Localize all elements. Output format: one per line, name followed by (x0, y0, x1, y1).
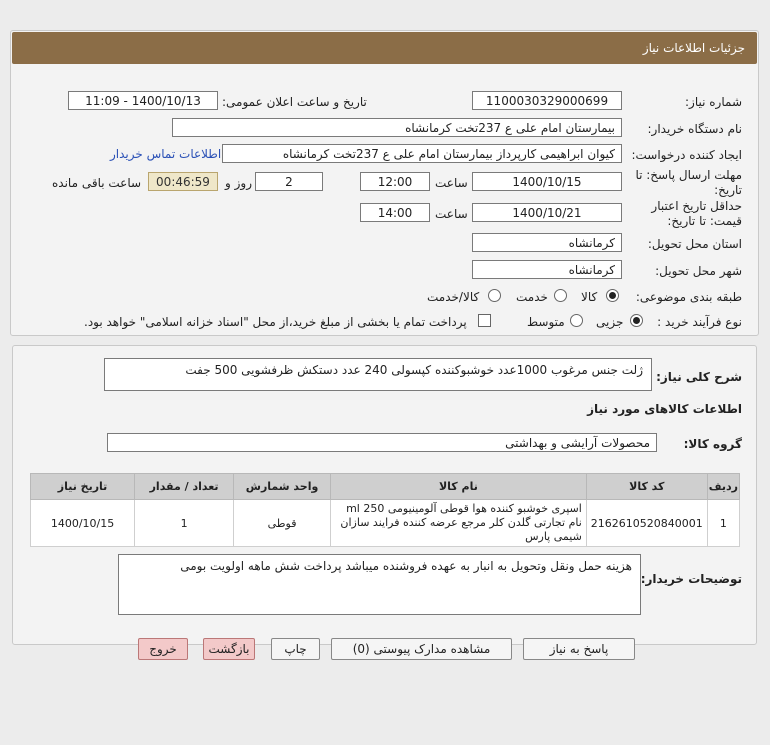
purchase-type-option-minor: جزیی (596, 315, 624, 329)
category-radio-goods-service[interactable] (488, 289, 501, 302)
cell-row: 1 (707, 500, 739, 547)
col-need-date: تاریخ نیاز (31, 474, 135, 500)
category-option-service: خدمت (516, 290, 548, 304)
delivery-city-label: شهر محل تحویل: (655, 264, 742, 278)
delivery-province-field: کرمانشاه (472, 233, 622, 252)
delivery-city-field: کرمانشاه (472, 260, 622, 279)
exit-button[interactable]: خروج (138, 638, 188, 660)
need-number-label: شماره نیاز: (685, 95, 742, 109)
page-title: جزئیات اطلاعات نیاز (642, 41, 745, 55)
purchase-type-label: نوع فرآیند خرید : (657, 315, 742, 329)
table-header-row (31, 474, 740, 500)
col-name: نام کالا (331, 474, 587, 500)
category-option-goods: کالا (581, 290, 598, 304)
requester-label: ایجاد کننده درخواست: (631, 148, 742, 162)
treasury-bonds-checkbox[interactable] (478, 314, 491, 327)
buyer-org-label: نام دستگاه خریدار: (647, 122, 742, 136)
category-radio-service[interactable] (554, 289, 567, 302)
price-validity-date-field: 1400/10/21 (472, 203, 622, 222)
back-button[interactable]: بازگشت (203, 638, 255, 660)
category-label: طبقه بندی موضوعی: (635, 290, 742, 304)
remaining-time-label: ساعت باقی مانده (52, 176, 142, 190)
buyer-notes-field: هزینه حمل ونقل وتحویل به انبار به عهده فروشنده میباشد پرداخت شش ماهه اولویت بومی (118, 554, 641, 615)
buyer-notes-label: توضیحات خریدار: (640, 572, 742, 586)
col-row: ردیف (707, 474, 739, 500)
reply-deadline-date-field: 1400/10/15 (472, 172, 622, 191)
remaining-time-field: 00:46:59 (148, 172, 218, 191)
buyer-org-field: بیمارستان امام علی ع 237تخت کرمانشاه (172, 118, 622, 137)
cell-need-date: 1400/10/15 (31, 500, 135, 547)
purchase-type-radio-medium[interactable] (570, 314, 583, 327)
price-validity-label: حداقل تاریخ اعتبار قیمت: تا تاریخ: (651, 199, 742, 228)
cell-unit: قوطی (234, 500, 331, 547)
reply-deadline-label: مهلت ارسال پاسخ: تا تاریخ: (635, 168, 742, 197)
cell-qty: 1 (135, 500, 234, 547)
goods-section-title: اطلاعات کالاهای مورد نیاز (587, 402, 742, 416)
price-validity-time-label: ساعت (435, 207, 468, 221)
treasury-bonds-note: پرداخت تمام یا بخشی از مبلغ خرید،از محل "اسناد خزانه اسلامی" خواهد بود. (84, 315, 467, 329)
announce-datetime-field: 1400/10/13 - 11:09 (68, 91, 218, 110)
col-qty: تعداد / مقدار (135, 474, 234, 500)
delivery-province-label: استان محل تحویل: (647, 237, 742, 251)
col-unit: واحد شمارش (234, 474, 331, 500)
cell-name: اسپری خوشبو کننده هوا قوطی آلومینیومی 250 ml نام تجارتی گلدن کلر مرجع عرضه کننده فرایند سازان شیمی پارس (331, 500, 587, 547)
summary-label: شرح کلی نیاز: (656, 370, 742, 384)
table-row (31, 500, 740, 547)
col-code: کد کالا (586, 474, 707, 500)
reply-deadline-time-field: 12:00 (360, 172, 430, 191)
goods-group-field: محصولات آرایشی و بهداشتی (107, 433, 657, 452)
print-button[interactable]: چاپ (271, 638, 320, 660)
purchase-type-option-medium: متوسط (527, 315, 565, 329)
reply-time-label: ساعت (435, 176, 468, 190)
requester-field: کیوان ابراهیمی کارپرداز بیمارستان امام علی ع 237تخت کرمانشاه (222, 144, 622, 163)
purchase-type-radio-minor[interactable] (630, 314, 643, 327)
reply-days-field: 2 (255, 172, 323, 191)
view-attachments-button[interactable]: مشاهده مدارک پیوستی (0) (331, 638, 512, 660)
announce-datetime-label: تاریخ و ساعت اعلان عمومی: (222, 95, 367, 109)
buyer-contact-link[interactable]: اطلاعات تماس خریدار (110, 147, 222, 161)
reply-button[interactable]: پاسخ به نیاز (523, 638, 635, 660)
need-number-field: 1100030329000699 (472, 91, 622, 110)
goods-table (30, 473, 740, 547)
summary-field: ژلت جنس مرغوب 1000عدد خوشبوکننده کپسولی 240 عدد دستکش ظرفشویی 500 جفت (104, 358, 652, 391)
page-header (12, 32, 757, 64)
days-label: روز و (225, 176, 252, 190)
category-radio-goods[interactable] (606, 289, 619, 302)
cell-code: 2162610520840001 (586, 500, 707, 547)
goods-group-label: گروه کالا: (683, 437, 742, 451)
price-validity-time-field: 14:00 (360, 203, 430, 222)
category-option-goods-service: کالا/خدمت (427, 290, 480, 304)
